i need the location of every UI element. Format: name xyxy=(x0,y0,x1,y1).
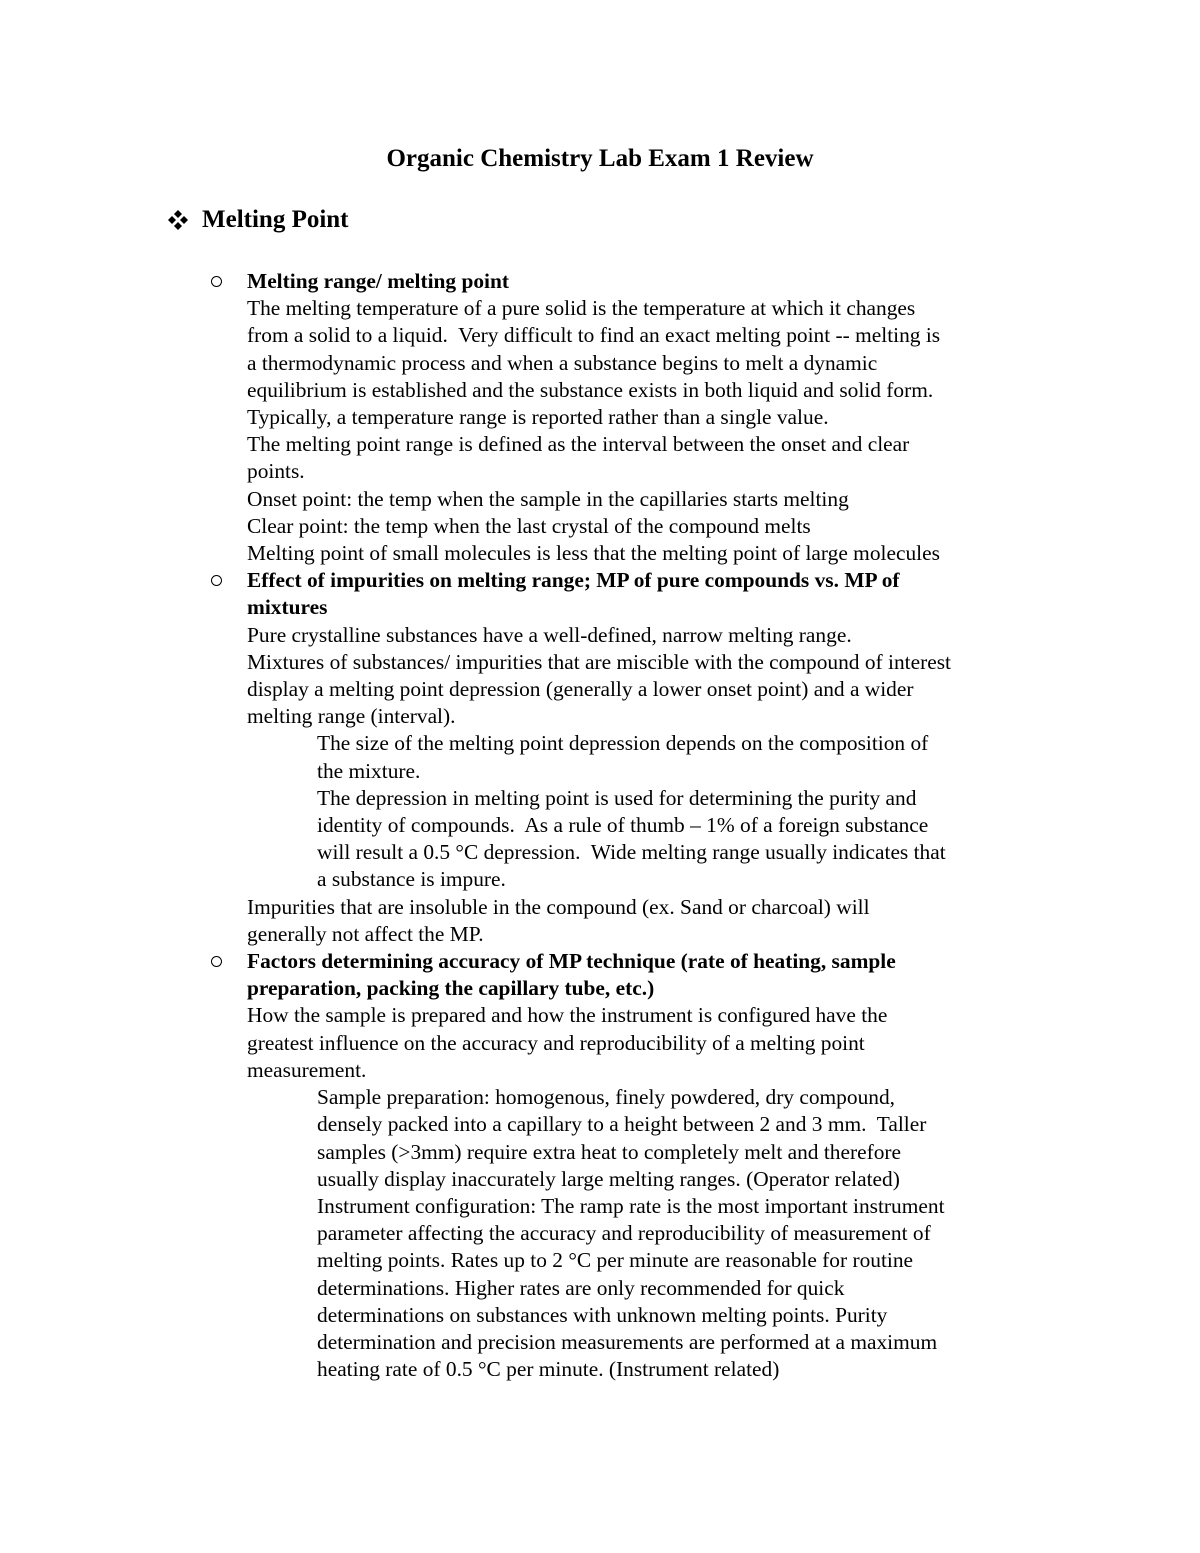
topic-heading-line: preparation, packing the capillary tube, etc.) xyxy=(247,976,655,1001)
body-line: measurement. xyxy=(247,1057,367,1082)
body-line: Clear point: the temp when the last crystal of the compound melts xyxy=(247,513,811,538)
body-line: greatest influence on the accuracy and reproducibility of a melting point xyxy=(247,1030,865,1055)
body-line: Onset point: the temp when the sample in the capillaries starts melting xyxy=(247,486,849,511)
indented-body-line: a substance is impure. xyxy=(317,867,506,892)
indented-body-line: samples (>3mm) require extra heat to completely melt and therefore xyxy=(317,1139,902,1164)
body-line: melting range (interval). xyxy=(247,704,456,729)
indented-body-line: parameter affecting the accuracy and reproducibility of measurement of xyxy=(317,1221,931,1246)
body-line: Impurities that are insoluble in the compound (ex. Sand or charcoal) will xyxy=(247,894,870,919)
page-title: Organic Chemistry Lab Exam 1 Review xyxy=(386,145,814,172)
topic-heading-line: Factors determining accuracy of MP technique (rate of heating, sample xyxy=(247,949,896,974)
body-line: Melting point of small molecules is less that the melting point of large molecules xyxy=(247,541,940,566)
topic-item xyxy=(0,567,1200,948)
indented-body-line: determinations on substances with unknown melting points. Purity xyxy=(317,1302,888,1327)
section-heading xyxy=(164,202,349,238)
body-line: The melting point range is defined as the interval between the onset and clear xyxy=(247,432,910,457)
indented-body-line: will result a 0.5 °C depression. Wide melting range usually indicates that xyxy=(317,840,946,865)
body-line: Typically, a temperature range is reported rather than a single value. xyxy=(247,405,829,430)
hollow-circle-bullet-icon xyxy=(211,575,222,586)
topic-item xyxy=(0,948,1200,1383)
indented-body-line: identity of compounds. As a rule of thumb – 1% of a foreign substance xyxy=(317,813,929,838)
indented-body-line: Instrument configuration: The ramp rate is the most important instrument xyxy=(317,1193,945,1218)
indented-body-line: melting points. Rates up to 2 °C per minute are reasonable for routine xyxy=(317,1248,914,1273)
topic-heading-line: Effect of impurities on melting range; MP of pure compounds vs. MP of xyxy=(247,568,900,593)
body-line: from a solid to a liquid. Very difficult to find an exact melting point -- melting is xyxy=(247,323,941,348)
indented-body-line: heating rate of 0.5 °C per minute. (Instrument related) xyxy=(317,1357,780,1382)
four-diamond-bullet-icon xyxy=(164,206,200,234)
body-line: Pure crystalline substances have a well-defined, narrow melting range. xyxy=(247,622,852,647)
section-heading-text: Melting Point xyxy=(202,206,349,233)
body-line: The melting temperature of a pure solid is the temperature at which it changes xyxy=(247,296,916,321)
topic-item xyxy=(0,268,1200,567)
indented-body-line: Sample preparation: homogenous, finely powdered, dry compound, xyxy=(317,1085,896,1110)
topic-heading-line: mixtures xyxy=(247,595,328,620)
hollow-circle-bullet-icon xyxy=(211,956,222,967)
body-line: Mixtures of substances/ impurities that are miscible with the compound of interest xyxy=(247,649,951,674)
body-line: display a melting point depression (generally a lower onset point) and a wider xyxy=(247,677,914,702)
topic-heading-line: Melting range/ melting point xyxy=(247,269,510,293)
body-line: generally not affect the MP. xyxy=(247,921,484,946)
indented-body-line: determinations. Higher rates are only recommended for quick xyxy=(317,1275,845,1300)
indented-body-line: The depression in melting point is used for determining the purity and xyxy=(317,785,917,810)
indented-body-line: usually display inaccurately large melting ranges. (Operator related) xyxy=(317,1166,900,1191)
hollow-circle-bullet-icon xyxy=(211,276,222,287)
body-line: How the sample is prepared and how the instrument is configured have the xyxy=(247,1003,888,1028)
topic-list xyxy=(0,268,1200,1383)
body-line: equilibrium is established and the substance exists in both liquid and solid form. xyxy=(247,377,934,402)
indented-body-line: densely packed into a capillary to a height between 2 and 3 mm. Taller xyxy=(317,1112,927,1137)
body-line: points. xyxy=(247,459,305,484)
body-line: a thermodynamic process and when a substance begins to melt a dynamic xyxy=(247,350,878,375)
indented-body-line: the mixture. xyxy=(317,758,421,783)
indented-body-line: The size of the melting point depression depends on the composition of xyxy=(317,731,929,756)
indented-body-line: determination and precision measurements are performed at a maximum xyxy=(317,1329,938,1354)
